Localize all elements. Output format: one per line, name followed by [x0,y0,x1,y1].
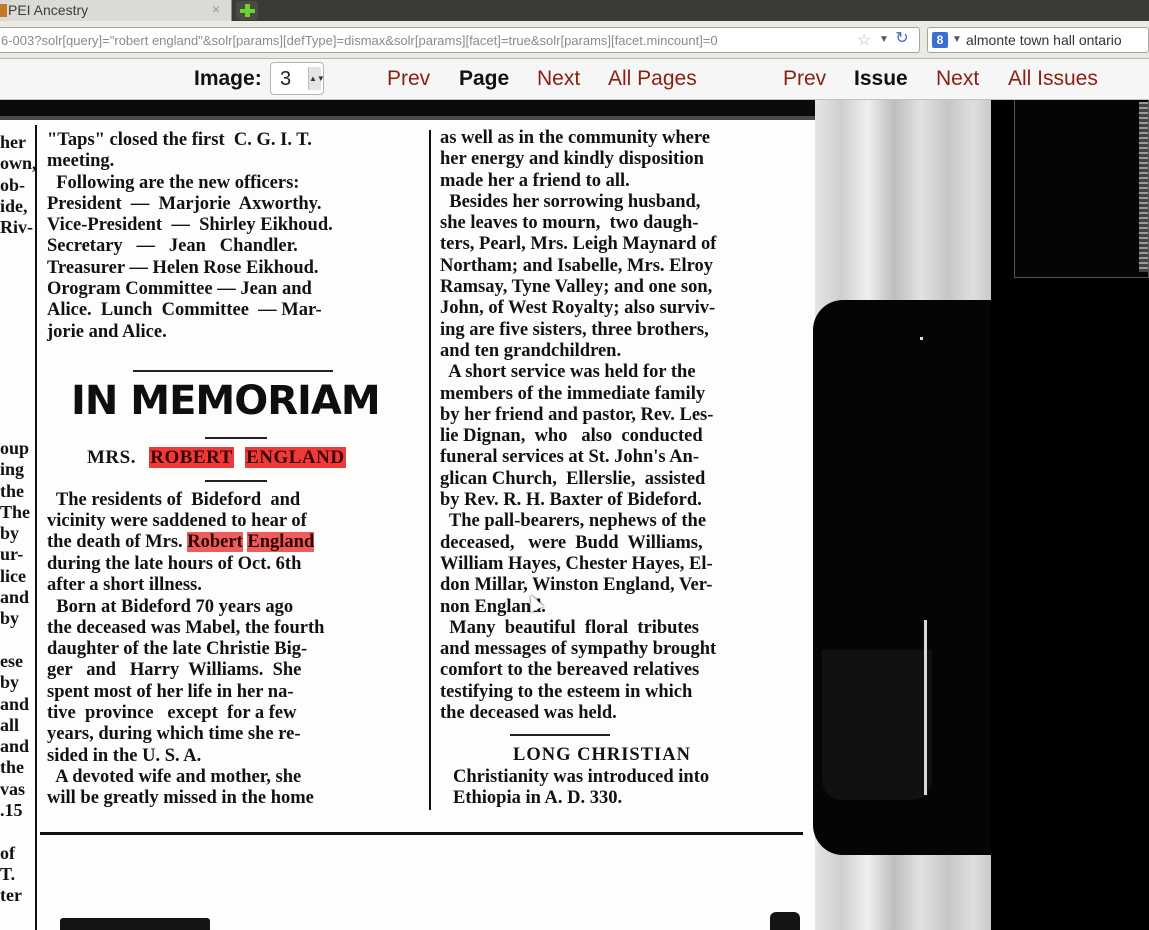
favicon-icon [0,4,7,17]
page-thumbnail[interactable] [1014,100,1149,278]
search-highlight-england: ENGLAND [246,447,345,468]
long-christian-body: Christianity was introduced into Ethiopia in A. D. 330. [453,767,710,809]
next-headline-fragment-right [770,912,800,930]
col2-rule [510,734,610,736]
issue-prev-link[interactable]: Prev [783,67,827,90]
engine-dropdown-icon[interactable]: ▼ [952,34,962,45]
left-edge-text-top: her own, ob- ide, Riv- [0,132,37,238]
reload-icon[interactable]: ↻ [895,30,909,47]
tab-pei-ancestry[interactable] [0,0,232,21]
obituary-line-3-text: the death of Mrs. [47,532,188,552]
issue-next-link[interactable]: Next [936,67,980,90]
spinner-arrows-icon[interactable]: ▲▼ [308,67,321,90]
tab-bar [0,0,1149,21]
search-engine-icon[interactable]: 8 [932,32,948,48]
new-tab-plus-icon[interactable] [236,1,258,20]
navigation-bar [0,21,1149,59]
obituary-line-1: The residents of Bideford and [47,490,301,510]
url-text[interactable]: 6-003?solr[query]="robert england"&solr[params][defType]=dismax&solr[params][facet]=true&solr[params][facet.mincount]=0 [1,33,718,48]
scan-streak [924,620,927,795]
scan-dark-artifact-lower [822,650,932,800]
thumbnail-preview [1139,102,1148,272]
long-christian-heading: LONG CHRISTIAN [513,745,691,765]
viewer-toolbar [0,59,1149,100]
page-next-link[interactable]: Next [537,67,581,90]
search-bar[interactable] [927,27,1149,53]
all-pages-link[interactable]: All Pages [608,67,697,90]
obituary-body-col2: as well as in the community where her energy and kindly disposition made her a friend to all. Besides her sorrowing husband, she leaves to mourn, two daugh- ters, Pearl, Mrs. Leigh Maynard of Northam; and Isabelle, Mrs. Elroy Ramsay, Tyne Valley; and one son, John, of West Royalty; also surviv- ing are five sisters, three brothers, and ten grandchildren. A short service was held for the members of the immediate family by her friend and pastor, Rev. Les- lie Dignan, who also conducted funeral services at St. John's An- glican Church, Ellerslie, assisted by Rev. R. H. Baxter of Bideford. The pall-bearers, nephews of the deceased, were Budd Williams, William Hayes, Chester Hayes, El- don Millar, Winston England, Ver- non England. Many beautiful floral tributes and messages of sympathy brought comfort to the bereaved relatives testifying to the esteem in which the deceased was held. [440,128,717,724]
heading-rule-top [133,370,333,372]
close-tab-icon[interactable]: × [212,1,221,17]
history-dropdown-icon[interactable]: ▼ [879,34,889,45]
page-prev-link[interactable]: Prev [387,67,431,90]
obituary-line-3 [47,532,314,553]
scan-dot [920,337,923,340]
page-label: Page [459,67,510,90]
bookmark-star-icon[interactable]: ☆ [857,32,872,49]
obituary-body-col1: during the late hours of Oct. 6th after a short illness. Born at Bideford 70 years ago the deceased was Mabel, the fourth daughter of the late Christie Big- ger and Harry Williams. She spent most of her life in her na- tive province except for a few years, during which time she re- sided in the U. S. A. A devoted wife and mother, she will be greatly missed in the home [47,554,325,809]
image-select-value: 3 [280,68,292,90]
search-highlight-robert: ROBERT [150,447,233,468]
mrs-prefix: MRS. [87,447,136,468]
search-input[interactable]: almonte town hall ontario [966,32,1122,48]
tab-title: PEI Ancestry [8,2,89,18]
left-edge-text-bottom: oup ing the The by ur- lice and by ese by and all and the vas .15 of T. ter [0,438,31,906]
issue-label: Issue [854,67,908,90]
all-issues-link[interactable]: All Issues [1008,67,1098,90]
cgit-officers-text: "Taps" closed the first C. G. I. T. meeting. Following are the new officers: President — Marjorie Axworthy. Vice-President — Shirley Eikhoud. Secretary — Jean Chandler. Treasurer — Helen Rose Eikhoud. Orogram Committee — Jean and Alice. Lunch Committee — Mar- jorie and Alice. [47,130,333,342]
image-select[interactable] [270,62,324,95]
column-rule-middle [429,130,431,810]
heading-rule-bottom [205,437,267,439]
name-rule [205,480,267,482]
next-headline-fragment [60,918,210,930]
page-viewer[interactable] [0,100,1149,930]
column-rule-left [35,125,37,930]
search-highlight-england-body: England [247,532,315,552]
in-memoriam-heading: IN MEMORIAM [71,378,380,424]
deceased-name-line [87,447,346,469]
obituary-line-2: vicinity were saddened to hear of [47,511,307,531]
newspaper-scan [0,100,815,930]
scan-top-border [0,100,815,120]
search-highlight-robert-body: Robert [187,532,243,552]
section-rule [40,832,803,835]
image-label: Image: [194,67,262,90]
address-bar[interactable] [0,27,920,53]
